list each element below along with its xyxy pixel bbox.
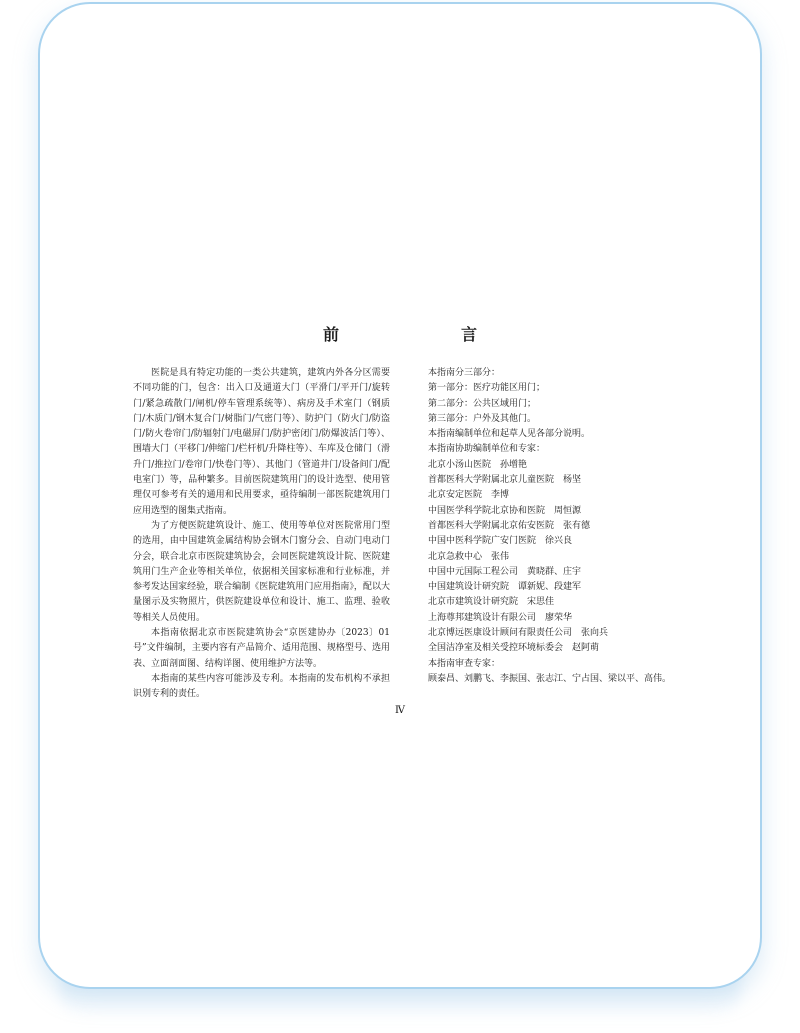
list-item: 中国中元国际工程公司 黄晓群、庄宇 [428, 566, 582, 577]
list-item: 北京急救中心 张伟 [428, 551, 510, 562]
paragraph-basis: 本指南依据北京市医院建筑协会“京医建协办〔2023〕01号”文件编制，主要内容有产品简介、适用范围、规格型号、选用表、立面剖面图、结构详图、使用维护方法等。 [133, 628, 390, 669]
list-item: 本指南协助编制单位和专家： [428, 444, 546, 455]
list-item: 首都医科大学附属北京儿童医院 杨坚 [428, 475, 582, 486]
page-number: Ⅳ [395, 705, 405, 716]
left-column [133, 366, 390, 703]
list-item: 首都医科大学附属北京佑安医院 张有德 [428, 520, 591, 531]
list-item: 北京博远医康设计顾问有限责任公司 张向兵 [428, 628, 609, 639]
experts-list: 顾泰昌、刘鹏飞、李振国、张志江、宁占国、梁以平、高伟。 [428, 673, 672, 684]
list-item: 本指南分三部分： [428, 368, 501, 378]
list-item: 上海尊邦建筑设计有限公司 廖荣华 [428, 612, 573, 623]
list-item: 北京安定医院 李博 [428, 490, 510, 501]
list-item: 本指南编制单位和起草人见各部分说明。 [428, 429, 591, 440]
list-item: 全国洁净室及相关受控环境标委会 赵阿萌 [428, 643, 600, 654]
list-item: 第一部分：医疗功能区用门； [428, 383, 546, 394]
list-item: 中国中医科学院广安门医院 徐兴良 [428, 536, 573, 547]
page-title: 前 言 [322, 325, 507, 344]
right-column [410, 366, 672, 687]
paragraph-purpose: 为了方便医院建筑设计、施工、使用等单位对医院常用门型的选用，由中国建筑金属结构协会钢木门窗分会、自动门电动门分会，联合北京市医院建筑协会，会同医院建筑设计院、医院建筑用门生产企业等相关单位，依据相关国家标准和行业标准，并参考发达国家经验，联合编制《医院建筑用门应用指南》，配以大量图示及实物照片，供医院建设单位和设计、施工、监理、验收等相关人员使用。 [133, 520, 390, 623]
list-item: 北京小汤山医院 孙增艳 [428, 459, 528, 470]
paragraph-intro: 医院是具有特定功能的一类公共建筑，建筑内外各分区需要不同功能的门，包含：出入口及通道大门（平滑门/平开门/旋转门/紧急疏散门/闸机/停车管理系统等）、病房及手术室门（钢质门/木质门/钢木复合门/树脂门/气密门等）、防护门（防火门/防盗门/防火卷帘门/防辐射门/电磁屏门/防护密闭门/防爆波活门等）、围墙大门（平移门/伸缩门/栏杆机/升降柱等）、车库及仓储门（滑升门/推拉门/卷帘门/快卷门等）、其他门（管道井门/设备间门/配电室门）等，品种繁多。目前医院建筑用门的设计选型、使用管理仅可参考有关的通用和民用要求，亟待编制一部医院建筑用门应用选型的图集式指南。 [133, 368, 390, 516]
list-item: 第二部分：公共区域用门； [428, 398, 537, 409]
list-item: 中国建筑设计研究院 谭新妮、段建军 [428, 582, 582, 593]
paragraph-patent: 本指南的某些内容可能涉及专利。本指南的发布机构不承担识别专利的责任。 [133, 673, 390, 700]
list-item: 中国医学科学院北京协和医院 周恒源 [428, 505, 582, 516]
list-item: 北京市建筑设计研究院 宋思佳 [428, 597, 555, 608]
list-item: 本指南审查专家： [428, 658, 501, 669]
list-item: 第三部分：户外及其他门。 [428, 413, 537, 424]
